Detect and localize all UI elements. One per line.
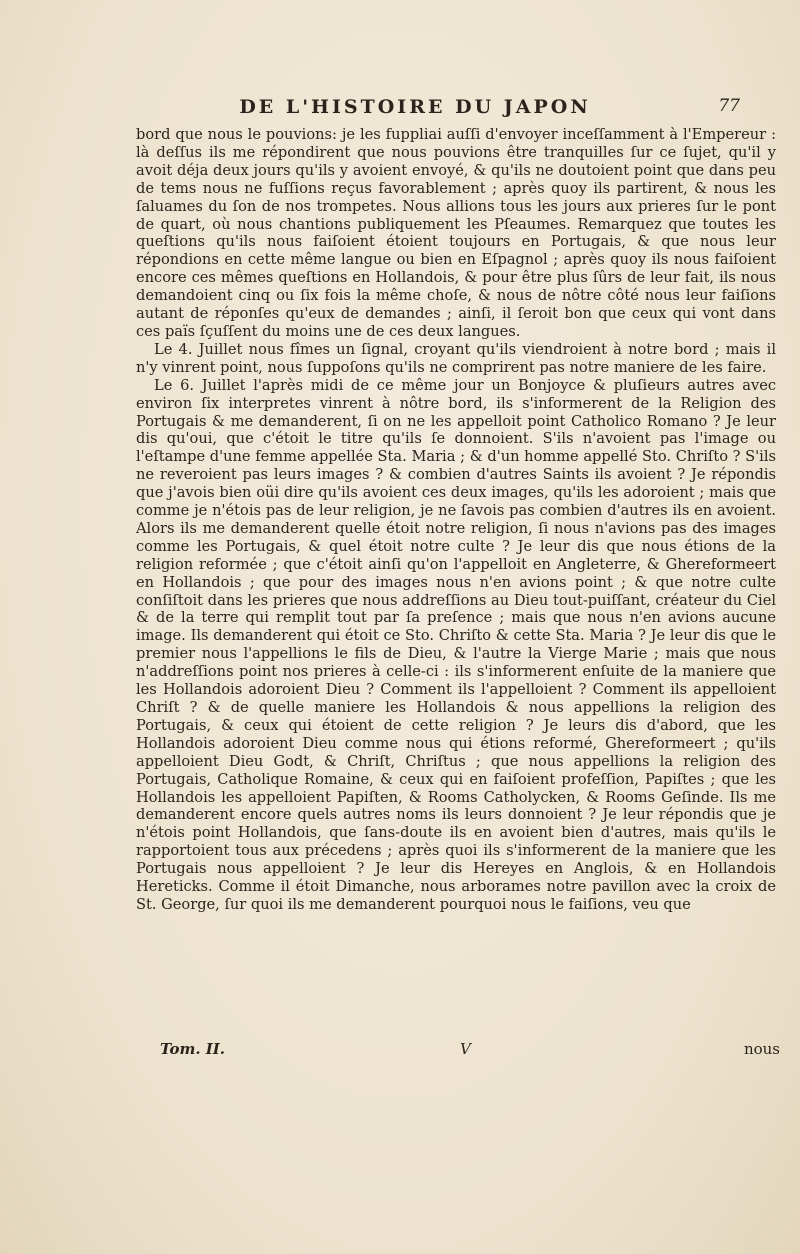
body-text [136,126,776,914]
paragraph: Le 6. Juillet l'après midi de ce même jour un Bonjoyce & pluſieurs autres avec environ ſix interpretes vinrent à nôtre bord, ils s'informerent de la Religion des Portugais & me demanderent, ſi on ne les appelloit point Catholico Romano ? Je leur dis qu'oui, que c'étoit le titre qu'ils ſe donnoient. S'ils n'avoient pas l'image ou l'eſtampe d'une femme appellée Sta. Maria ; & d'un homme appellé Sto. Chriſto ? S'ils ne reveroient pas leurs images ? & combien d'autres Saints ils avoient ? Je répondis que j'avois bien oüi dire qu'ils avoient ces deux images, qu'ils les adoroient ; mais que comme je n'étois pas de leur religion, je ne ſavois pas combien d'autres ils en avoient. Alors ils me demanderent quelle étoit notre religion, ſi nous n'avions pas des images comme les Portugais, & quel étoit notre culte ? Je leur dis que nous étions de la religion reformée ; que c'étoit ainſi qu'on l'appelloit en Angleterre, & Ghereformeert en Hollandois ; que pour des images nous n'en avions point ; & que notre culte conſiſtoit dans les prieres que nous addreſſions au Dieu tout-puiſſant, créateur du Ciel & de la terre qui remplit tout par ſa preſence ; mais que nous n'en avions aucune image. Ils demanderent qui étoit ce Sto. Chriſto & cette Sta. Maria ? Je leur dis que le premier nous l'appellions le fils de Dieu, & l'autre la Vierge Marie ; mais que nous n'addreſſions point nos prieres à celle-ci : ils s'informerent enſuite de la maniere que les Hollandois adoroient Dieu ? Comment ils l'appelloient ? Comment ils appelloient Chriſt ? & de quelle maniere les Hollandois & nous appellions la religion des Portugais, & ceux qui étoient de cette religion ? Je leurs dis d'abord, que les Hollandois adoroient Dieu comme nous qui étions reformé, Ghereformeert ; qu'ils appelloient Dieu Godt, & Chriſt, Chriſtus ; que nous appellions la religion des Portugais, Catholique Romaine, & ceux qui en faiſoient profeſſion, Papiſtes ; que les Hollandois les appelloient Papiſten, & Rooms Catholycken, & Rooms Geſinde. Ils me demanderent encore quels autres noms ils leurs donnoient ? Je leur répondis que je n'étois point Hollandois, que ſans-doute ils en avoient bien d'autres, mais qu'ils le rapportoient tous aux précedens ; après quoi ils s'informerent de la maniere que les Portugais nous appelloient ? Je leur dis Hereyes en Anglois, & en Hollandois Hereticks. Comme il étoit Dimanche, nous arborames notre pavillon avec la croix de St. George, ſur quoi ils me demanderent pourquoi nous le faiſions, veu que [136,376,776,913]
paragraph: Le 4. Juillet nous fîmes un ſignal, croyant qu'ils viendroient à notre bord ; mais il n'y vinrent point, nous ſuppoſons qu'ils ne comprirent pas notre maniere de les faire. [136,340,776,376]
paragraph: bord que nous le pouvions: je les fuppliai auſſi d'envoyer inceſſamment à l'Empereur : là deſſus ils me répondirent que nous pouvions être tranquilles ſur ce ſujet, qu'il y avoit déja deux jours qu'ils y avoient envoyé, & qu'ils ne doutoient point que dans peu de tems nous ne fuſſions reçus favorablement ; après quoy ils partirent, & nous les ſaluames du ſon de nos trompetes. Nous allions tous les jours aux prieres ſur le pont de quart, où nous chantions publiquement les Pſeaumes. Remarquez que toutes les queſtions qu'ils nous faiſoient étoient toujours en Portugais, & que nous leur répondions en cette même langue ou bien en Eſpagnol ; après quoy ils nous faiſoient encore ces mêmes queſtions en Hollandois, & pour être plus ſûrs de leur fait, ils nous demandoient cinq ou ſix fois la même choſe, & nous de nôtre côté nous leur faiſions autant de réponſes qu'eux de demandes ; ainſi, il ſeroit bon que ceux qui vont dans ces païs ſçuſſent du moins une de ces deux langues. [136,126,776,340]
running-head: DE L'HISTOIRE DU JAPON [239,96,591,118]
page-footer [160,1040,780,1062]
catchword: nous [743,1040,780,1058]
volume-mark: Tom. II. [160,1040,226,1058]
page-number: 77 [718,96,740,116]
signature-mark: V [460,1040,471,1058]
page-header [150,96,740,122]
